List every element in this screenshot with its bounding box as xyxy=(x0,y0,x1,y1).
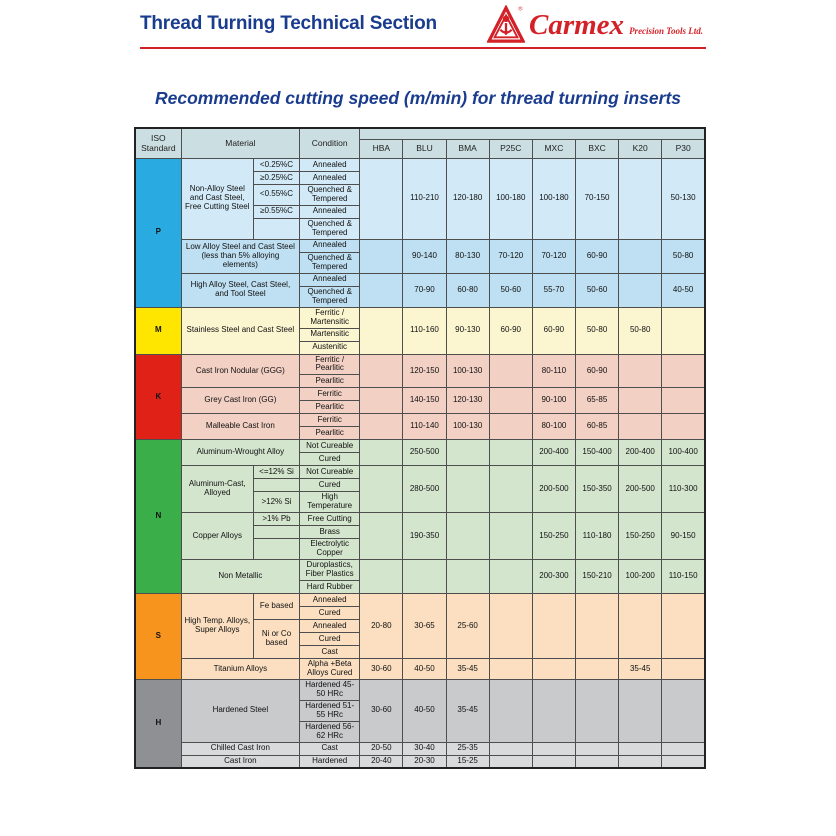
value-cell-P30 xyxy=(662,755,705,768)
value-cell-BLU: 140-150 xyxy=(403,388,446,414)
condition-cell: Not Cureable xyxy=(300,440,360,453)
col-header-grade-BLU: BLU xyxy=(403,140,446,159)
carmex-logo xyxy=(487,5,703,45)
material-sub-cell: Ni or Co based xyxy=(253,620,299,659)
value-cell-HBA xyxy=(360,354,403,388)
col-header-condition: Condition xyxy=(300,128,360,159)
header-divider xyxy=(140,47,706,49)
value-cell-P25C xyxy=(489,594,532,659)
value-cell-MXC: 200-300 xyxy=(532,560,575,594)
table-row-K-1-0 xyxy=(135,388,705,401)
value-cell-HBA: 20-80 xyxy=(360,594,403,659)
value-cell-K20: 200-400 xyxy=(619,440,662,466)
value-cell-BLU: 30-65 xyxy=(403,594,446,659)
value-cell-P25C: 100-180 xyxy=(489,159,532,240)
value-cell-BXC: 60-90 xyxy=(575,239,618,273)
material-cell: Non-Alloy Steel and Cast Steel, Free Cutting Steel xyxy=(181,159,253,240)
value-cell-MXC: 70-120 xyxy=(532,239,575,273)
cutting-speed-table-wrap xyxy=(134,127,706,769)
value-cell-HBA xyxy=(360,388,403,414)
value-cell-K20 xyxy=(619,273,662,307)
value-cell-BMA: 120-130 xyxy=(446,388,489,414)
value-cell-HBA xyxy=(360,307,403,354)
condition-cell: Annealed xyxy=(300,273,360,286)
material-cell: Titanium Alloys xyxy=(181,659,299,680)
table-row-N-0-0 xyxy=(135,440,705,453)
value-cell-BLU xyxy=(403,560,446,594)
table-row-N-3-0 xyxy=(135,560,705,581)
value-cell-BMA: 25-60 xyxy=(446,594,489,659)
table-row-H-2-0 xyxy=(135,755,705,768)
condition-cell: Duroplastics, Fiber Plastics xyxy=(300,560,360,581)
value-cell-P30 xyxy=(662,307,705,354)
value-cell-K20: 50-80 xyxy=(619,307,662,354)
col-header-grade-MXC: MXC xyxy=(532,140,575,159)
value-cell-P25C xyxy=(489,755,532,768)
value-cell-P30 xyxy=(662,680,705,743)
value-cell-BXC: 150-350 xyxy=(575,466,618,513)
value-cell-MXC: 60-90 xyxy=(532,307,575,354)
table-row-P-0-0 xyxy=(135,159,705,172)
table-row-H-0-0 xyxy=(135,680,705,701)
value-cell-HBA xyxy=(360,466,403,513)
col-header-grade-P25C: P25C xyxy=(489,140,532,159)
table-row-P-2-0 xyxy=(135,273,705,286)
table-body xyxy=(135,159,705,769)
value-cell-K20 xyxy=(619,239,662,273)
iso-cell-N: N xyxy=(135,440,181,594)
value-cell-HBA xyxy=(360,159,403,240)
value-cell-MXC: 55-70 xyxy=(532,273,575,307)
material-sub-cell xyxy=(253,218,299,239)
condition-cell: Ferritic / Martensitic xyxy=(300,307,360,328)
material-cell: Non Metallic xyxy=(181,560,299,594)
value-cell-K20: 100-200 xyxy=(619,560,662,594)
value-cell-P30: 40-50 xyxy=(662,273,705,307)
value-cell-BXC: 60-90 xyxy=(575,354,618,388)
value-cell-K20 xyxy=(619,755,662,768)
value-cell-BMA xyxy=(446,560,489,594)
condition-cell: Austenitic xyxy=(300,341,360,354)
iso-cell-M: M xyxy=(135,307,181,354)
value-cell-P25C xyxy=(489,388,532,414)
table-row-N-2-0 xyxy=(135,513,705,526)
material-cell: High Temp. Alloys, Super Alloys xyxy=(181,594,253,659)
value-cell-BMA xyxy=(446,513,489,560)
value-cell-P25C xyxy=(489,513,532,560)
value-cell-K20: 200-500 xyxy=(619,466,662,513)
value-cell-P25C xyxy=(489,354,532,388)
condition-cell: Cast xyxy=(300,646,360,659)
value-cell-K20 xyxy=(619,414,662,440)
material-sub-cell: <0.55%C xyxy=(253,185,299,206)
value-cell-MXC xyxy=(532,594,575,659)
page-title: Recommended cutting speed (m/min) for thread turning inserts xyxy=(154,88,682,108)
col-header-material: Material xyxy=(181,128,299,159)
value-cell-BXC: 150-210 xyxy=(575,560,618,594)
col-header-grade-P30: P30 xyxy=(662,140,705,159)
value-cell-HBA xyxy=(360,239,403,273)
condition-cell: Quenched & Tempered xyxy=(300,286,360,307)
value-cell-BMA: 90-130 xyxy=(446,307,489,354)
condition-cell: Ferritic xyxy=(300,414,360,427)
value-cell-P25C xyxy=(489,440,532,466)
value-cell-BXC xyxy=(575,755,618,768)
value-cell-BLU: 40-50 xyxy=(403,659,446,680)
value-cell-P30 xyxy=(662,388,705,414)
value-cell-BLU: 250-500 xyxy=(403,440,446,466)
value-cell-BMA: 35-45 xyxy=(446,680,489,743)
condition-cell: Annealed xyxy=(300,205,360,218)
value-cell-HBA: 30-60 xyxy=(360,680,403,743)
iso-cell-S: S xyxy=(135,594,181,680)
section-heading: Thread Turning Technical Section xyxy=(140,13,437,34)
material-cell: Low Alloy Steel and Cast Steel (less than 5% alloying elements) xyxy=(181,239,299,273)
value-cell-HBA xyxy=(360,560,403,594)
condition-cell: Ferritic xyxy=(300,388,360,401)
value-cell-P30: 100-400 xyxy=(662,440,705,466)
value-cell-P30: 110-300 xyxy=(662,466,705,513)
carmex-triangle-icon xyxy=(487,5,525,45)
value-cell-MXC: 200-500 xyxy=(532,466,575,513)
value-cell-P25C xyxy=(489,414,532,440)
value-cell-P30 xyxy=(662,414,705,440)
condition-cell: Hardened xyxy=(300,755,360,768)
value-cell-MXC xyxy=(532,742,575,755)
value-cell-K20: 35-45 xyxy=(619,659,662,680)
value-cell-BLU: 90-140 xyxy=(403,239,446,273)
value-cell-BMA: 15-25 xyxy=(446,755,489,768)
value-cell-K20 xyxy=(619,594,662,659)
material-sub-cell: ≥0.25%C xyxy=(253,172,299,185)
value-cell-K20 xyxy=(619,680,662,743)
value-cell-MXC: 90-100 xyxy=(532,388,575,414)
table-head xyxy=(135,128,705,159)
material-cell: Malleable Cast Iron xyxy=(181,414,299,440)
condition-cell: Ferritic / Pearlitic xyxy=(300,354,360,375)
value-cell-HBA xyxy=(360,440,403,466)
value-cell-BMA: 60-80 xyxy=(446,273,489,307)
value-cell-P30: 50-80 xyxy=(662,239,705,273)
table-row-N-1-0 xyxy=(135,466,705,479)
value-cell-BMA xyxy=(446,466,489,513)
value-cell-BLU: 40-50 xyxy=(403,680,446,743)
material-cell: Copper Alloys xyxy=(181,513,253,560)
value-cell-K20 xyxy=(619,388,662,414)
value-cell-P30: 50-130 xyxy=(662,159,705,240)
value-cell-MXC xyxy=(532,659,575,680)
value-cell-HBA xyxy=(360,414,403,440)
condition-cell: Annealed xyxy=(300,159,360,172)
condition-cell: Pearlitic xyxy=(300,427,360,440)
value-cell-BLU: 110-160 xyxy=(403,307,446,354)
material-sub-cell: Fe based xyxy=(253,594,299,620)
condition-cell: Annealed xyxy=(300,172,360,185)
value-cell-BLU: 190-350 xyxy=(403,513,446,560)
value-cell-HBA: 30-60 xyxy=(360,659,403,680)
condition-cell: Not Cureable xyxy=(300,466,360,479)
material-sub-cell: ≥0.55%C xyxy=(253,205,299,218)
value-cell-BLU: 120-150 xyxy=(403,354,446,388)
value-cell-MXC: 200-400 xyxy=(532,440,575,466)
material-cell: High Alloy Steel, Cast Steel, and Tool Steel xyxy=(181,273,299,307)
table-row-S-1-0 xyxy=(135,659,705,680)
condition-cell: High Temperature xyxy=(300,492,360,513)
table-row-P-1-0 xyxy=(135,239,705,252)
value-cell-MXC xyxy=(532,680,575,743)
value-cell-BXC: 150-400 xyxy=(575,440,618,466)
header-row-1 xyxy=(135,128,705,140)
material-sub-cell: <0.25%C xyxy=(253,159,299,172)
value-cell-MXC xyxy=(532,755,575,768)
material-sub-cell: <=12% Si xyxy=(253,466,299,479)
value-cell-HBA xyxy=(360,513,403,560)
value-cell-BLU: 280-500 xyxy=(403,466,446,513)
value-cell-BMA: 35-45 xyxy=(446,659,489,680)
condition-cell: Cast xyxy=(300,742,360,755)
table-row-H-1-0 xyxy=(135,742,705,755)
condition-cell: Cured xyxy=(300,479,360,492)
value-cell-P30 xyxy=(662,742,705,755)
value-cell-P25C: 70-120 xyxy=(489,239,532,273)
value-cell-P30: 90-150 xyxy=(662,513,705,560)
material-cell: Cast Iron Nodular (GGG) xyxy=(181,354,299,388)
value-cell-P30: 110-150 xyxy=(662,560,705,594)
value-cell-BLU: 70-90 xyxy=(403,273,446,307)
value-cell-P25C: 50-60 xyxy=(489,273,532,307)
registered-mark: ® xyxy=(518,6,523,13)
condition-cell: Martensitic xyxy=(300,328,360,341)
condition-cell: Quenched & Tempered xyxy=(300,218,360,239)
condition-cell: Pearlitic xyxy=(300,375,360,388)
value-cell-BXC: 50-80 xyxy=(575,307,618,354)
value-cell-K20 xyxy=(619,159,662,240)
condition-cell: Quenched & Tempered xyxy=(300,185,360,206)
condition-cell: Hardened 51-55 HRc xyxy=(300,700,360,721)
material-cell: Hardened Steel xyxy=(181,680,299,743)
condition-cell: Cured xyxy=(300,607,360,620)
table-row-S-0-0 xyxy=(135,594,705,607)
col-header-grade-HBA: HBA xyxy=(360,140,403,159)
value-cell-MXC: 150-250 xyxy=(532,513,575,560)
material-cell: Aluminum-Wrought Alloy xyxy=(181,440,299,466)
brand-name: Carmex xyxy=(529,9,625,41)
value-cell-BMA: 25-35 xyxy=(446,742,489,755)
condition-cell: Annealed xyxy=(300,594,360,607)
value-cell-BMA: 100-130 xyxy=(446,354,489,388)
value-cell-P25C xyxy=(489,742,532,755)
value-cell-BMA: 80-130 xyxy=(446,239,489,273)
table-row-M-0-0 xyxy=(135,307,705,328)
value-cell-MXC: 80-110 xyxy=(532,354,575,388)
value-cell-BXC: 110-180 xyxy=(575,513,618,560)
material-cell: Stainless Steel and Cast Steel xyxy=(181,307,299,354)
value-cell-HBA: 20-40 xyxy=(360,755,403,768)
grade-header-strip xyxy=(360,128,705,140)
value-cell-P30 xyxy=(662,594,705,659)
material-cell: Aluminum-Cast, Alloyed xyxy=(181,466,253,513)
material-cell: Grey Cast Iron (GG) xyxy=(181,388,299,414)
value-cell-BXC xyxy=(575,594,618,659)
value-cell-BXC: 65-85 xyxy=(575,388,618,414)
material-sub-cell xyxy=(253,526,299,539)
value-cell-P25C xyxy=(489,680,532,743)
col-header-grade-K20: K20 xyxy=(619,140,662,159)
value-cell-P25C xyxy=(489,560,532,594)
iso-cell-P: P xyxy=(135,159,181,308)
condition-cell: Annealed xyxy=(300,239,360,252)
value-cell-BXC xyxy=(575,680,618,743)
col-header-grade-BXC: BXC xyxy=(575,140,618,159)
condition-cell: Alpha +Beta Alloys Cured xyxy=(300,659,360,680)
value-cell-K20 xyxy=(619,742,662,755)
condition-cell: Brass xyxy=(300,526,360,539)
value-cell-K20 xyxy=(619,354,662,388)
col-header-iso-standard: ISO Standard xyxy=(135,128,181,159)
value-cell-BXC: 70-150 xyxy=(575,159,618,240)
material-cell: Chilled Cast Iron xyxy=(181,742,299,755)
value-cell-BLU: 20-30 xyxy=(403,755,446,768)
value-cell-P30 xyxy=(662,659,705,680)
value-cell-BXC: 50-60 xyxy=(575,273,618,307)
condition-cell: Hard Rubber xyxy=(300,581,360,594)
iso-cell-K: K xyxy=(135,354,181,440)
table-row-K-0-0 xyxy=(135,354,705,375)
value-cell-BXC xyxy=(575,659,618,680)
condition-cell: Quenched & Tempered xyxy=(300,252,360,273)
condition-cell: Hardened 45-50 HRc xyxy=(300,680,360,701)
value-cell-BLU: 30-40 xyxy=(403,742,446,755)
material-cell: Cast Iron xyxy=(181,755,299,768)
value-cell-BMA: 120-180 xyxy=(446,159,489,240)
material-sub-cell: >12% Si xyxy=(253,492,299,513)
condition-cell: Electrolytic Copper xyxy=(300,539,360,560)
value-cell-MXC: 100-180 xyxy=(532,159,575,240)
condition-cell: Pearlitic xyxy=(300,401,360,414)
value-cell-BXC: 60-85 xyxy=(575,414,618,440)
brand-tagline: Precision Tools Ltd. xyxy=(629,26,703,36)
col-header-grade-BMA: BMA xyxy=(446,140,489,159)
iso-cell-H: H xyxy=(135,680,181,769)
value-cell-HBA xyxy=(360,273,403,307)
value-cell-MXC: 80-100 xyxy=(532,414,575,440)
value-cell-BMA xyxy=(446,440,489,466)
condition-cell: Hardened 56-62 HRc xyxy=(300,721,360,742)
material-sub-cell xyxy=(253,479,299,492)
value-cell-BXC xyxy=(575,742,618,755)
value-cell-BLU: 110-140 xyxy=(403,414,446,440)
value-cell-P25C xyxy=(489,466,532,513)
speed-table xyxy=(134,127,706,769)
value-cell-HBA: 20-50 xyxy=(360,742,403,755)
value-cell-P30 xyxy=(662,354,705,388)
value-cell-BLU: 110-210 xyxy=(403,159,446,240)
value-cell-P25C xyxy=(489,659,532,680)
value-cell-P25C: 60-90 xyxy=(489,307,532,354)
condition-cell: Free Cutting xyxy=(300,513,360,526)
value-cell-BMA: 100-130 xyxy=(446,414,489,440)
condition-cell: Cured xyxy=(300,633,360,646)
condition-cell: Annealed xyxy=(300,620,360,633)
material-sub-cell xyxy=(253,539,299,560)
material-sub-cell: >1% Pb xyxy=(253,513,299,526)
table-row-K-2-0 xyxy=(135,414,705,427)
value-cell-K20: 150-250 xyxy=(619,513,662,560)
condition-cell: Cured xyxy=(300,453,360,466)
